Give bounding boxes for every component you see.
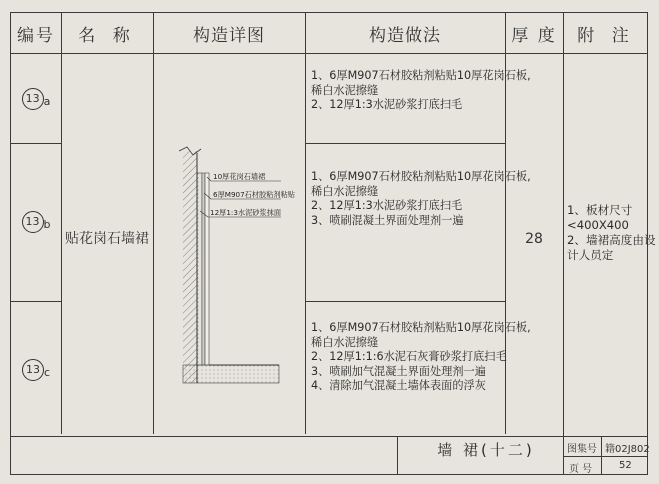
plaster-layer bbox=[197, 173, 202, 365]
footer-divider bbox=[11, 436, 647, 437]
row-divider bbox=[305, 143, 505, 144]
header-code: 编号 bbox=[17, 25, 55, 46]
header-name: 名 称 bbox=[78, 25, 136, 46]
circled-number: 13 bbox=[22, 211, 44, 233]
footer-divider bbox=[563, 456, 647, 457]
drawing-title: 墙 裙(十二) bbox=[437, 441, 535, 459]
col-divider bbox=[563, 13, 564, 474]
detail-label-mortar: 12厚1:3水泥砂浆抹面 bbox=[210, 208, 282, 217]
row-divider bbox=[11, 301, 61, 302]
granite-layer bbox=[205, 173, 209, 365]
method-block-a: 1、6厚M907石材胶粘剂粘贴10厚花岗石板, 稀白水泥擦缝 2、12厚1:3水泥砂浆打底扫毛 bbox=[311, 69, 531, 111]
circled-number: 13 bbox=[22, 359, 44, 381]
header-thickness: 厚 度 bbox=[511, 25, 557, 46]
circled-number: 13 bbox=[22, 88, 44, 110]
row-id: 13 $_c$ bbox=[11, 359, 61, 381]
adhesive-layer bbox=[202, 173, 205, 365]
method-block-b: 1、6厚M907石材胶粘剂粘贴10厚花岗石板, 稀白水泥擦缝 2、12厚1:3水泥砂浆打底扫毛 3、喷刷混凝土界面处理剂一遍 bbox=[311, 170, 531, 227]
detail-label-adhesive: 6厚M907石材胶粘剂粘贴 bbox=[213, 190, 295, 199]
row-id: 13 $_b$ bbox=[11, 211, 61, 233]
header-detail: 构造详图 bbox=[193, 25, 265, 46]
col-divider bbox=[305, 13, 306, 434]
page-number-value: 52 bbox=[619, 460, 632, 471]
item-name: 贴花岗石墙裙 bbox=[65, 231, 149, 247]
header-notes: 附 注 bbox=[577, 25, 635, 46]
footer-divider bbox=[601, 436, 602, 474]
construction-table bbox=[10, 12, 656, 475]
method-block-c: 1、6厚M907石材胶粘剂粘贴10厚花岗石板, 稀白水泥擦缝 2、12厚1:1:6水泥石灰膏砂浆打底扫毛 3、喷刷加气混凝土界面处理剂一遍 4、清除加气混凝土墙体表面的浮灰 bbox=[311, 321, 531, 392]
atlas-number-value: 籍02J802 bbox=[605, 444, 650, 455]
detail-label-granite: 10厚花岗石墙裙 bbox=[213, 172, 266, 181]
header-method: 构造做法 bbox=[369, 25, 441, 46]
row-divider bbox=[305, 301, 505, 302]
col-divider bbox=[61, 13, 62, 434]
page-number-label: 页 号 bbox=[569, 464, 593, 475]
wall-body bbox=[183, 151, 197, 383]
footer-divider bbox=[397, 436, 398, 474]
row-divider bbox=[11, 143, 61, 144]
header-divider bbox=[11, 53, 647, 54]
notes-block: 1、板材尺寸 <400X400 2、墙裙高度由设 计人员定 bbox=[567, 203, 656, 262]
row-id: 13 $_a$ bbox=[11, 88, 61, 110]
detail-drawing bbox=[153, 53, 305, 436]
thickness-value: 28 bbox=[525, 231, 543, 247]
atlas-number-label: 图集号 bbox=[567, 444, 597, 455]
